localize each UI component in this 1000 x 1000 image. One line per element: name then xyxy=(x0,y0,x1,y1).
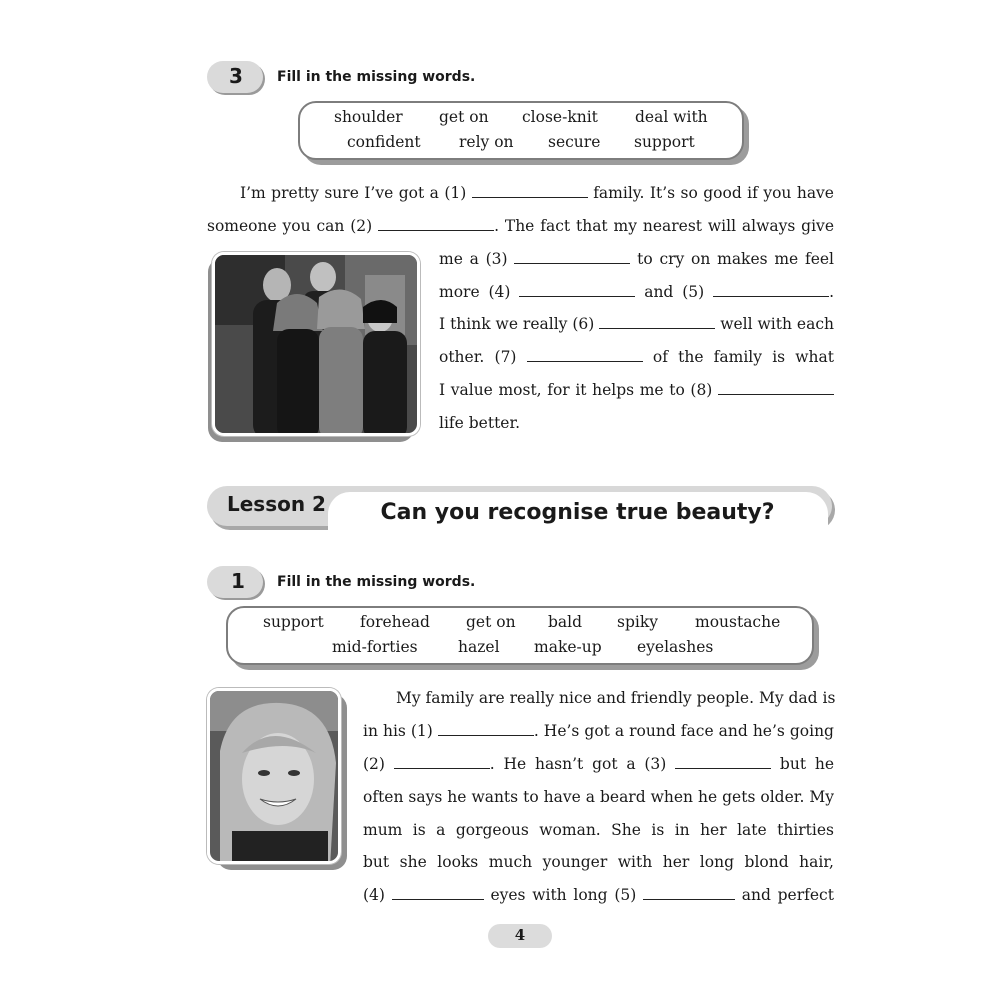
answer-blank[interactable] xyxy=(392,886,484,900)
text-line: I’m pretty sure I’ve got a (1) family. It’s so good if you have xyxy=(240,184,834,202)
word-bank-item: close-knit xyxy=(522,108,598,126)
portrait-photo xyxy=(207,688,347,870)
text-line: someone you can (2) . The fact that my nearest will always give xyxy=(207,217,834,235)
word-bank-item: forehead xyxy=(360,613,430,631)
word-bank-item: moustache xyxy=(695,613,781,631)
answer-blank[interactable] xyxy=(718,381,834,395)
text-line: but she looks much younger with her long blond hair, xyxy=(363,853,834,871)
text-line: mum is a gorgeous woman. She is in her late thirties xyxy=(363,821,834,839)
text-line: My family are really nice and friendly people. My dad is xyxy=(396,689,836,707)
exercise-3-number: 3 xyxy=(229,64,243,88)
answer-blank[interactable] xyxy=(438,722,534,736)
word-bank-item: make-up xyxy=(534,638,602,656)
exercise-1-instruction: Fill in the missing words. xyxy=(277,574,476,590)
answer-blank[interactable] xyxy=(643,886,735,900)
text-line: (4) eyes with long (5) and perfect xyxy=(363,886,834,904)
word-bank-item: get on xyxy=(439,108,489,126)
word-bank-item: rely on xyxy=(459,133,514,151)
word-bank-item: get on xyxy=(466,613,516,631)
family-photo-image xyxy=(215,255,420,436)
text-line: I think we really (6) well with each xyxy=(439,315,834,333)
text-line: in his (1) . He’s got a round face and he’s going xyxy=(363,722,834,740)
portrait-photo-image xyxy=(210,691,341,864)
page-number: 4 xyxy=(514,926,526,944)
text-line: often says he wants to have a beard when he gets older. My xyxy=(363,788,834,806)
answer-blank[interactable] xyxy=(394,755,490,769)
word-bank-item: bald xyxy=(548,613,583,631)
text-line: me a (3) to cry on makes me feel xyxy=(439,250,834,268)
word-bank-item: confident xyxy=(347,133,421,151)
answer-blank[interactable] xyxy=(378,217,494,231)
answer-blank[interactable] xyxy=(713,283,829,297)
exercise-3-instruction: Fill in the missing words. xyxy=(277,69,476,85)
answer-blank[interactable] xyxy=(599,315,715,329)
family-photo xyxy=(208,252,420,442)
answer-blank[interactable] xyxy=(472,184,588,198)
text-line: more (4) and (5) . xyxy=(439,283,834,301)
answer-blank[interactable] xyxy=(519,283,635,297)
word-bank-item: support xyxy=(263,613,324,631)
word-bank-item: support xyxy=(634,133,695,151)
word-bank-item: hazel xyxy=(458,638,500,656)
word-bank-item: eyelashes xyxy=(637,638,714,656)
exercise-1-number: 1 xyxy=(231,569,245,593)
answer-blank[interactable] xyxy=(514,250,630,264)
answer-blank[interactable] xyxy=(527,348,643,362)
text-line: (2) . He hasn’t got a (3) but he xyxy=(363,755,834,773)
answer-blank[interactable] xyxy=(675,755,771,769)
word-bank-item: spiky xyxy=(617,613,658,631)
text-line: life better. xyxy=(439,414,521,432)
word-bank-item: secure xyxy=(548,133,601,151)
word-bank-item: shoulder xyxy=(334,108,403,126)
word-bank-item: mid-forties xyxy=(332,638,418,656)
lesson-label: Lesson 2 xyxy=(227,492,326,516)
text-line: I value most, for it helps me to (8) xyxy=(439,381,834,399)
word-bank-item: deal with xyxy=(635,108,708,126)
text-line: other. (7) of the family is what xyxy=(439,348,834,366)
lesson-title: Can you recognise true beauty? xyxy=(380,500,775,525)
